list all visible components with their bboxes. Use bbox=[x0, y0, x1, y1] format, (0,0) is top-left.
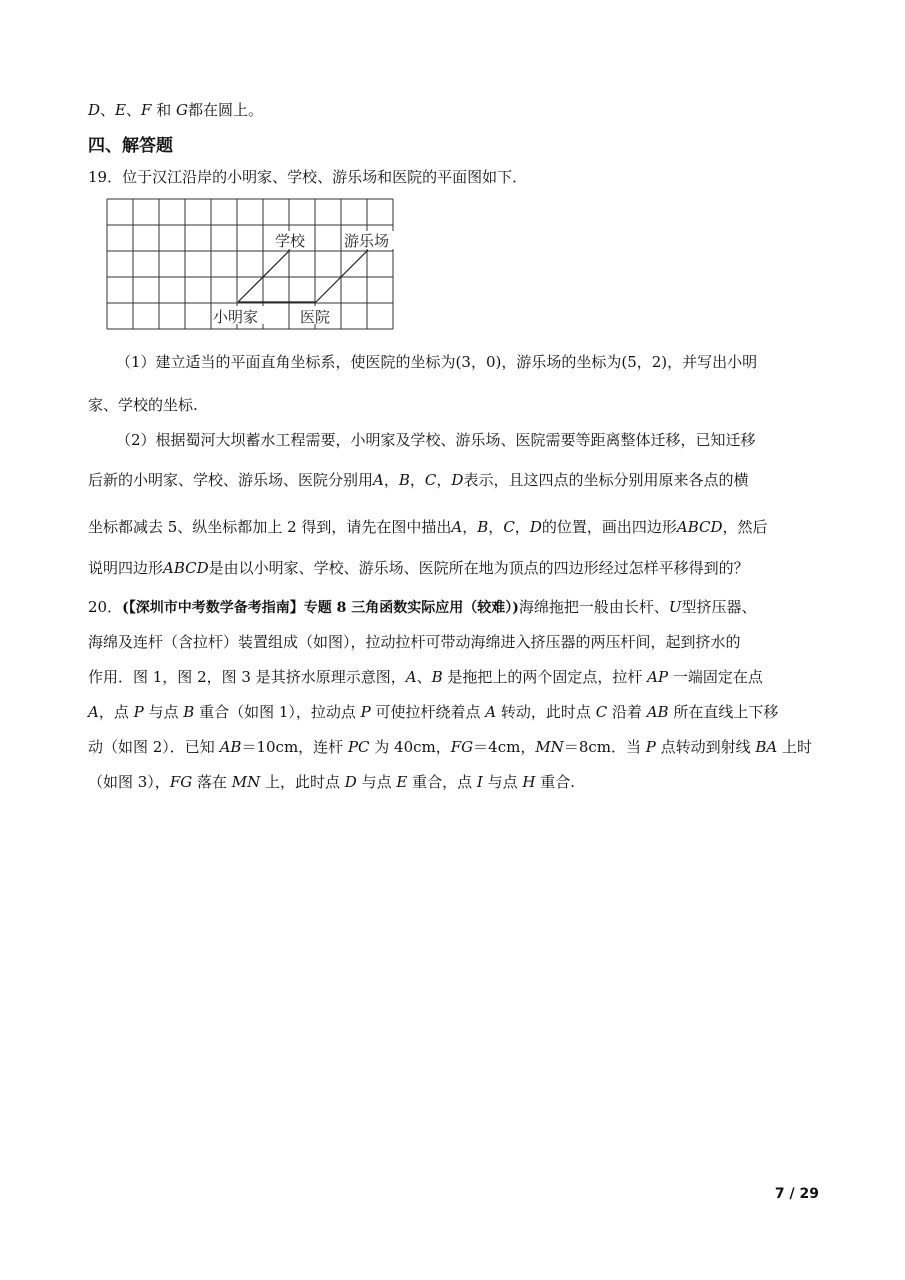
var-f: F bbox=[141, 101, 152, 119]
text: 都在圆上。 bbox=[187, 101, 263, 119]
text: ＝10cm，连杆 bbox=[241, 738, 348, 756]
label-school: 学校 bbox=[275, 232, 306, 250]
q19-part1-line1 bbox=[116, 352, 757, 372]
var: D bbox=[529, 518, 542, 536]
text: 与点 bbox=[143, 703, 184, 721]
var: AP bbox=[647, 668, 669, 686]
text: 坐标都减去 5、纵坐标都加上 2 得到，请先在图中描出 bbox=[88, 518, 452, 536]
text: ＝4cm， bbox=[473, 738, 536, 756]
map-grid-figure bbox=[106, 198, 396, 330]
q20-line3 bbox=[88, 667, 763, 687]
var: C bbox=[503, 518, 515, 536]
label-home: 小明家 bbox=[213, 308, 259, 326]
section-heading: 四、解答题 bbox=[88, 136, 173, 156]
route-lines bbox=[238, 250, 368, 302]
text: 说明四边形 bbox=[88, 559, 164, 577]
page-number: 7 / 29 bbox=[774, 1186, 819, 1202]
coord-park: (5，2) bbox=[621, 353, 668, 371]
text: ，并写出小明 bbox=[667, 353, 758, 371]
sep: 、 bbox=[126, 101, 142, 119]
sep: ， bbox=[488, 518, 504, 536]
q19-part2-line4 bbox=[88, 558, 749, 578]
var: A bbox=[451, 518, 463, 536]
text: 重合. bbox=[535, 773, 575, 791]
text: 落在 bbox=[192, 773, 232, 791]
text: ，点 bbox=[98, 703, 134, 721]
text: ，然后 bbox=[722, 518, 768, 536]
var: A bbox=[88, 703, 99, 721]
q19-part2-line3 bbox=[88, 517, 768, 537]
var: D bbox=[451, 471, 464, 489]
question-19: 19．位于汉江沿岸的小明家、学校、游乐场和医院的平面图如下． bbox=[88, 168, 528, 186]
sep: 、 bbox=[416, 668, 432, 686]
sep: ， bbox=[383, 471, 399, 489]
text: 可使拉杆绕着点 bbox=[370, 703, 486, 721]
var: AB bbox=[219, 738, 242, 756]
text: 和 bbox=[151, 101, 176, 119]
var: A bbox=[405, 668, 417, 686]
sep: 、 bbox=[100, 101, 116, 119]
var: I bbox=[476, 773, 483, 791]
q20-line6 bbox=[88, 772, 575, 792]
text: 型挤压器、 bbox=[681, 598, 757, 616]
text: 一端固定在点 bbox=[668, 668, 763, 686]
sep: ， bbox=[514, 518, 530, 536]
var: A bbox=[373, 471, 384, 489]
var: P bbox=[360, 703, 371, 721]
text: 为 40cm， bbox=[369, 738, 451, 756]
text: 所在直线上下移 bbox=[668, 703, 779, 721]
sep: ， bbox=[409, 471, 425, 489]
text: （1）建立适当的平面直角坐标系，使医院的坐标为 bbox=[116, 353, 456, 371]
var: ABCD bbox=[676, 518, 723, 536]
var: P bbox=[645, 738, 656, 756]
text: 是由以小明家、学校、游乐场、医院所在地为顶点的四边形经过怎样平移得到的？ bbox=[208, 559, 749, 577]
var: B bbox=[183, 703, 195, 721]
var: MN bbox=[535, 738, 564, 756]
q20-line4 bbox=[88, 702, 778, 722]
sep: ， bbox=[436, 471, 452, 489]
text: 后新的小明家、学校、游乐场、医院分别用 bbox=[88, 471, 374, 489]
text: 与点 bbox=[356, 773, 397, 791]
var-g: G bbox=[175, 101, 188, 119]
var-e: E bbox=[115, 101, 126, 119]
var: A bbox=[485, 703, 497, 721]
coord-hospital: (3，0) bbox=[455, 353, 502, 371]
var: C bbox=[424, 471, 437, 489]
text: 与点 bbox=[482, 773, 523, 791]
var: ABCD bbox=[163, 559, 209, 577]
qnum: 20． bbox=[88, 598, 123, 616]
line-0 bbox=[88, 100, 263, 120]
text: 表示，且这四点的坐标分别用原来各点的横 bbox=[463, 471, 749, 489]
var: H bbox=[522, 773, 536, 791]
var: D bbox=[344, 773, 357, 791]
route-home-school bbox=[238, 250, 290, 302]
var: P bbox=[133, 703, 144, 721]
source-tag: (【深圳市中考数学备考指南】专题 8 三角函数实际应用（较难）) bbox=[122, 600, 519, 616]
text: ＝8cm．当 bbox=[563, 738, 646, 756]
q19-part2-line1: （2）根据蜀河大坝蓄水工程需要，小明家及学校、游乐场、医院需要等距离整体迁移，已知迁移 bbox=[116, 431, 756, 449]
q20-line1 bbox=[88, 597, 757, 618]
text: 转动，此时点 bbox=[496, 703, 596, 721]
q19-part1-line2: 家、学校的坐标. bbox=[88, 396, 198, 414]
var: FG bbox=[169, 773, 193, 791]
label-park: 游乐场 bbox=[344, 232, 390, 250]
text: 上，此时点 bbox=[260, 773, 345, 791]
route-hospital-park bbox=[316, 250, 368, 302]
var-d: D bbox=[88, 101, 101, 119]
var: PC bbox=[347, 738, 370, 756]
q20-line2: 海绵及连杆（含拉杆）装置组成（如图），拉动拉杆可带动海绵进入挤压器的两压杆间，起到挤水的 bbox=[88, 633, 741, 651]
var: MN bbox=[231, 773, 261, 791]
text: 重合（如图 1），拉动点 bbox=[194, 703, 361, 721]
q19-part2-line2 bbox=[88, 470, 748, 490]
text: ，游乐场的坐标为 bbox=[501, 353, 622, 371]
var: FG bbox=[450, 738, 474, 756]
var: C bbox=[595, 703, 608, 721]
text: 沿着 bbox=[607, 703, 647, 721]
text: 动（如图 2）．已知 bbox=[88, 738, 220, 756]
text: 重合，点 bbox=[407, 773, 477, 791]
var: BA bbox=[755, 738, 778, 756]
text: 是拖把上的两个固定点，拉杆 bbox=[442, 668, 648, 686]
text: （如图 3）， bbox=[88, 773, 170, 791]
text: 点转动到射线 bbox=[655, 738, 756, 756]
var: B bbox=[431, 668, 443, 686]
text: 的位置，画出四边形 bbox=[541, 518, 677, 536]
var: B bbox=[477, 518, 489, 536]
var: E bbox=[396, 773, 408, 791]
label-hospital: 医院 bbox=[300, 308, 331, 326]
var: U bbox=[668, 598, 682, 616]
text: 上时 bbox=[777, 738, 813, 756]
text: 海绵拖把一般由长杆、 bbox=[518, 598, 669, 616]
q20-line5 bbox=[88, 737, 812, 757]
text: 作用．图 1，图 2，图 3 是其挤水原理示意图， bbox=[88, 668, 406, 686]
var: AB bbox=[646, 703, 669, 721]
var: B bbox=[398, 471, 410, 489]
sep: ， bbox=[462, 518, 478, 536]
